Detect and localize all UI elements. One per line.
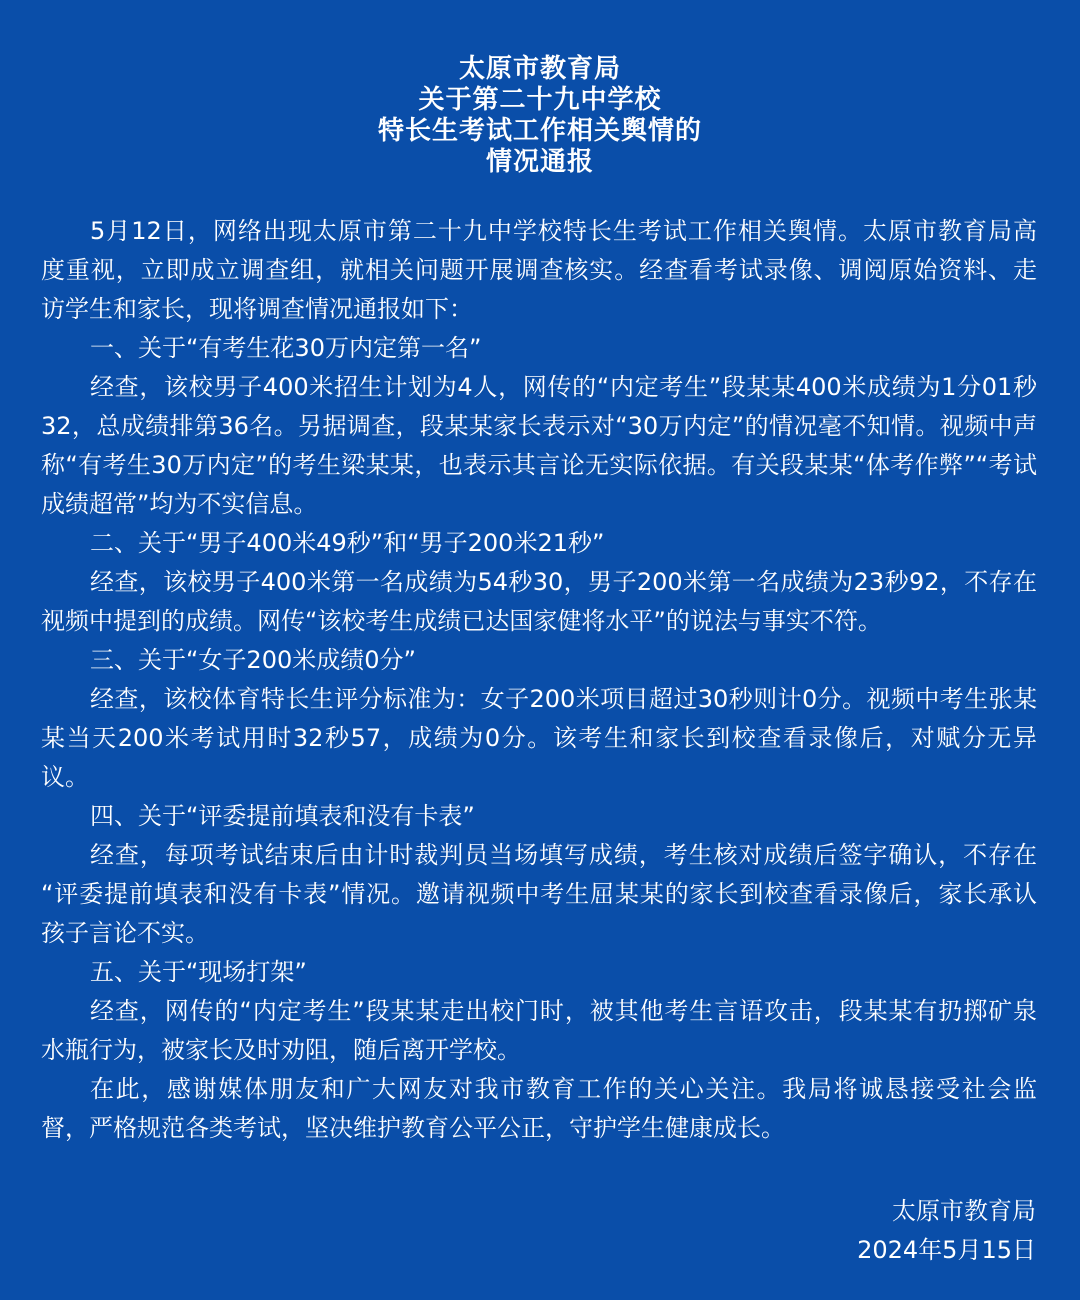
body-line: 经查，该校男子400米招生计划为4人，网传的“内定考生”段某某400米成绩为1分01秒 xyxy=(90,373,1037,401)
body-line: 经查，该校男子400米第一名成绩为54秒30，男子200米第一名成绩为23秒92，不存在 xyxy=(90,568,1037,596)
title-line-subject: 特长生考试工作相关舆情的 xyxy=(377,116,702,146)
body-line: 水瓶行为，被家长及时劝阻，随后离开学校。 xyxy=(41,1036,521,1064)
signature-date: 2024年5月15日 xyxy=(857,1236,1036,1264)
body-line: 一、关于“有考生花30万内定第一名” xyxy=(90,334,482,362)
body-line: 32，总成绩排第36名。另据调查，段某某家长表示对“30万内定”的情况毫不知情。视频中声 xyxy=(41,412,1037,440)
body-line: 5月12日，网络出现太原市第二十九中学校特长生考试工作相关舆情。太原市教育局高 xyxy=(90,217,1037,245)
title-line-report: 情况通报 xyxy=(485,147,594,177)
body-line: “评委提前填表和没有卡表”情况。邀请视频中考生屈某某的家长到校查看录像后，家长承认 xyxy=(41,880,1037,908)
body-line: 五、关于“现场打架” xyxy=(90,958,307,986)
body-line: 视频中提到的成绩。网传“该校考生成绩已达国家健将水平”的说法与事实不符。 xyxy=(41,607,882,635)
body-line: 某当天200米考试用时32秒57，成绩为0分。该考生和家长到校查看录像后，对赋分无异 xyxy=(41,724,1037,752)
body-line: 成绩超常”均为不实信息。 xyxy=(41,490,318,518)
title-line-org: 太原市教育局 xyxy=(458,54,621,84)
title-line-school: 关于第二十九中学校 xyxy=(418,85,662,115)
notice-title xyxy=(0,54,1080,178)
body-line: 三、关于“女子200米成绩0分” xyxy=(90,646,416,674)
body-line: 在此，感谢媒体朋友和广大网友对我市教育工作的关心关注。我局将诚恳接受社会监 xyxy=(90,1075,1037,1103)
body-line: 访学生和家长，现将调查情况通报如下： xyxy=(41,295,473,323)
body-line: 称“有考生30万内定”的考生梁某某，也表示其言论无实际依据。有关段某某“体考作弊”“考试 xyxy=(41,451,1037,479)
body-line: 四、关于“评委提前填表和没有卡表” xyxy=(90,802,475,830)
body-line: 督，严格规范各类考试，坚决维护教育公平公正，守护学生健康成长。 xyxy=(41,1114,785,1142)
body-line: 议。 xyxy=(41,763,89,791)
body-line: 度重视，立即成立调查组，就相关问题开展调查核实。经查看考试录像、调阅原始资料、走 xyxy=(41,256,1037,284)
body-line: 经查，每项考试结束后由计时裁判员当场填写成绩，考生核对成绩后签字确认，不存在 xyxy=(90,841,1037,869)
body-line: 经查，网传的“内定考生”段某某走出校门时，被其他考生言语攻击，段某某有扔掷矿泉 xyxy=(90,997,1037,1025)
body-line: 孩子言论不实。 xyxy=(41,919,209,947)
body-line: 经查，该校体育特长生评分标准为：女子200米项目超过30秒则计0分。视频中考生张某 xyxy=(90,685,1037,713)
signature-org: 太原市教育局 xyxy=(892,1197,1036,1225)
body-line: 二、关于“男子400米49秒”和“男子200米21秒” xyxy=(90,529,605,557)
